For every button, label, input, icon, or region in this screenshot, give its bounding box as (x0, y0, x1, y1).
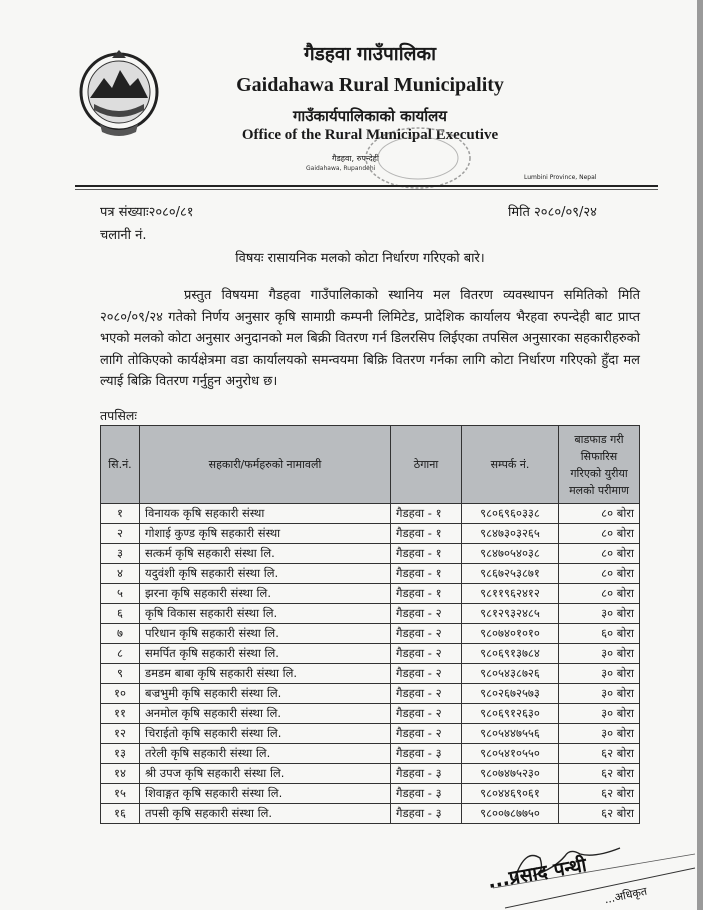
cell-contact: ९८११९६२४१२ (462, 584, 559, 604)
col-header-quantity: बाडफाड गरी सिफारिस गरिएको युरीया मलको परीमाण (559, 426, 640, 504)
address-en: Gaidahawa, Rupandehi (306, 165, 376, 172)
cell-quantity: ८० बोरा (559, 504, 640, 524)
province-label: Lumbini Province, Nepal (524, 174, 597, 181)
cell-sn: ३ (101, 544, 140, 564)
cell-address: गैडहवा - ३ (391, 784, 462, 804)
col-header-address: ठेगाना (391, 426, 462, 504)
cell-name: शिवाङ्गत कृषि सहकारी संस्था लि. (140, 784, 391, 804)
cell-contact: ९८०२६७२५७३ (462, 684, 559, 704)
col-header-sn: सि.नं. (101, 426, 140, 504)
header-rule (75, 185, 658, 187)
cell-address: गैडहवा - १ (391, 564, 462, 584)
scan-edge (697, 0, 703, 910)
cell-name: अनमोल कृषि सहकारी संस्था लि. (140, 704, 391, 724)
cell-sn: १ (101, 504, 140, 524)
table-row (101, 504, 640, 524)
table-row (101, 684, 640, 704)
cell-sn: ५ (101, 584, 140, 604)
signatory-title: ...अधिकृत (603, 884, 649, 907)
cell-sn: १६ (101, 804, 140, 824)
cell-address: गैडहवा - २ (391, 684, 462, 704)
cell-name: सत्कर्म कृषि सहकारी संस्था लि. (140, 544, 391, 564)
cell-contact: ९८०७४०१०१० (462, 624, 559, 644)
cell-sn: ११ (101, 704, 140, 724)
letter-date: मिति २०८०/०९/२४ (508, 205, 597, 220)
cell-sn: ६ (101, 604, 140, 624)
table-body (101, 504, 640, 824)
cell-sn: १४ (101, 764, 140, 784)
cell-name: तपसी कृषि सहकारी संस्था लि. (140, 804, 391, 824)
reference-number: पत्र संख्याः२०८०/८१ (100, 205, 194, 220)
table-row (101, 624, 640, 644)
cell-sn: ९ (101, 664, 140, 684)
cell-quantity: ८० बोरा (559, 524, 640, 544)
cell-contact: ९८०६९६०३३८ (462, 504, 559, 524)
cell-contact: ९८०४४६९०६१ (462, 784, 559, 804)
table-row (101, 564, 640, 584)
table-row (101, 704, 640, 724)
cell-address: गैडहवा - ३ (391, 764, 462, 784)
municipality-name-en: Gaidahawa Rural Municipality (236, 74, 504, 96)
table-row (101, 664, 640, 684)
cell-name: डमडम बाबा कृषि सहकारी संस्था लि. (140, 664, 391, 684)
cell-quantity: ६० बोरा (559, 624, 640, 644)
table-header-row (101, 426, 640, 504)
cell-quantity: ३० बोरा (559, 684, 640, 704)
cell-sn: १२ (101, 724, 140, 744)
cell-name: विनायक कृषि सहकारी संस्था (140, 504, 391, 524)
office-name-np: गाउँकार्यपालिकाको कार्यालय (292, 107, 447, 125)
table-row (101, 724, 640, 744)
header-rule-thin (75, 189, 658, 190)
cell-address: गैडहवा - १ (391, 544, 462, 564)
cell-quantity: ६२ बोरा (559, 744, 640, 764)
municipality-emblem-icon (78, 48, 160, 140)
dispatch-number: चलानी नं. (100, 228, 147, 243)
table-row (101, 524, 640, 544)
cell-name: गोशाई कुण्ड कृषि सहकारी संस्था (140, 524, 391, 544)
table-row (101, 644, 640, 664)
cell-sn: १५ (101, 784, 140, 804)
cell-contact: ९८४७३०३२६५ (462, 524, 559, 544)
cell-contact: ९८०५४१०५५० (462, 744, 559, 764)
cell-contact: ९८०५४३८७२६ (462, 664, 559, 684)
office-name-en: Office of the Rural Municipal Executive (241, 127, 499, 143)
col-header-contact: सम्पर्क नं. (462, 426, 559, 504)
cell-contact: ९८६७२५३८७१ (462, 564, 559, 584)
cell-address: गैडहवा - ३ (391, 804, 462, 824)
cell-contact: ९८४७०५४०३८ (462, 544, 559, 564)
cell-contact: ९८००७८७७५० (462, 804, 559, 824)
letter-body: प्रस्तुत विषयमा गैडहवा गाउँपालिकाको स्थानिय मल वितरण व्यवस्थापन समितिको मिति २०८०/०९/२४ गतेको निर्णय अनुसार कृषि सामाग्री कम्पनी लिमिटेड, प्रादेशिक कार्यालय भैरहवा रुपन्देही बाट प्राप्त भएको मलको कोटा अनुसार अनुदानको मल बिक्री वितरण गर्न डिलरसिप लिईएका तपसिल अनुसारका सहकारीहरुको लागि तोकिएको कार्यक्षेत्रमा वडा कार्यालयको समन्वयमा बिक्रि वितरण गर्नका लागि कोटा निर्धारण गरिएको हुँदा मल ल्याई बिक्रि वितरण गर्नुहुन अनुरोध छ। (100, 288, 640, 389)
letter-subject: विषयः रासायनिक मलको कोटा निर्धारण गरिएको बारे। (235, 251, 485, 266)
cell-quantity: ३० बोरा (559, 644, 640, 664)
cell-name: समर्पित कृषि सहकारी संस्था लि. (140, 644, 391, 664)
cell-name: श्री उपज कृषि सहकारी संस्था लि. (140, 764, 391, 784)
quota-table (100, 425, 640, 824)
cell-quantity: ८० बोरा (559, 584, 640, 604)
table-row (101, 784, 640, 804)
cell-address: गैडहवा - १ (391, 504, 462, 524)
cell-name: चिराईतो कृषि सहकारी संस्था लि. (140, 724, 391, 744)
annex-label: तपसिलः (100, 408, 137, 423)
cell-sn: ४ (101, 564, 140, 584)
cell-sn: २ (101, 524, 140, 544)
cell-sn: १० (101, 684, 140, 704)
cell-address: गैडहवा - १ (391, 584, 462, 604)
cell-name: कृषि विकास सहकारी संस्था लि. (140, 604, 391, 624)
cell-sn: १३ (101, 744, 140, 764)
table-row (101, 604, 640, 624)
cell-address: गैडहवा - २ (391, 644, 462, 664)
cell-name: झरना कृषि सहकारी संस्था लि. (140, 584, 391, 604)
cell-address: गैडहवा - २ (391, 724, 462, 744)
cell-quantity: ३० बोरा (559, 724, 640, 744)
cell-address: गैडहवा - ३ (391, 744, 462, 764)
cell-quantity: ३० बोरा (559, 664, 640, 684)
table-row (101, 544, 640, 564)
cell-quantity: ३० बोरा (559, 704, 640, 724)
table-row (101, 764, 640, 784)
municipality-name-np: गैडहवा गाउँपालिका (303, 43, 437, 65)
cell-address: गैडहवा - २ (391, 664, 462, 684)
cell-contact: ९८१२९३२४८५ (462, 604, 559, 624)
cell-contact: ९८०६९१२६३० (462, 704, 559, 724)
cell-quantity: ६२ बोरा (559, 784, 640, 804)
cell-quantity: ६२ बोरा (559, 804, 640, 824)
cell-address: गैडहवा - २ (391, 704, 462, 724)
table-row (101, 584, 640, 604)
cell-contact: ९८०७४७५२३० (462, 764, 559, 784)
cell-name: परिधान कृषि सहकारी संस्था लि. (140, 624, 391, 644)
cell-address: गैडहवा - २ (391, 624, 462, 644)
col-header-name: सहकारी/फर्महरुको नामावली (140, 426, 391, 504)
address-np: गैडहवा, रुपन्देही (332, 154, 380, 163)
signatory-name: ...प्रसाद पन्थी (486, 854, 589, 894)
cell-contact: ९८०५४४७५५६ (462, 724, 559, 744)
cell-sn: ८ (101, 644, 140, 664)
cell-quantity: ६२ बोरा (559, 764, 640, 784)
cell-address: गैडहवा - २ (391, 604, 462, 624)
cell-quantity: ८० बोरा (559, 564, 640, 584)
cell-quantity: ३० बोरा (559, 604, 640, 624)
cell-contact: ९८०६९१३७८४ (462, 644, 559, 664)
cell-address: गैडहवा - १ (391, 524, 462, 544)
cell-name: यदुवंशी कृषि सहकारी संस्था लि. (140, 564, 391, 584)
cell-name: तरेली कृषि सहकारी संस्था लि. (140, 744, 391, 764)
cell-quantity: ८० बोरा (559, 544, 640, 564)
table-row (101, 744, 640, 764)
cell-sn: ७ (101, 624, 140, 644)
cell-name: बज्रभुमी कृषि सहकारी संस्था लि. (140, 684, 391, 704)
